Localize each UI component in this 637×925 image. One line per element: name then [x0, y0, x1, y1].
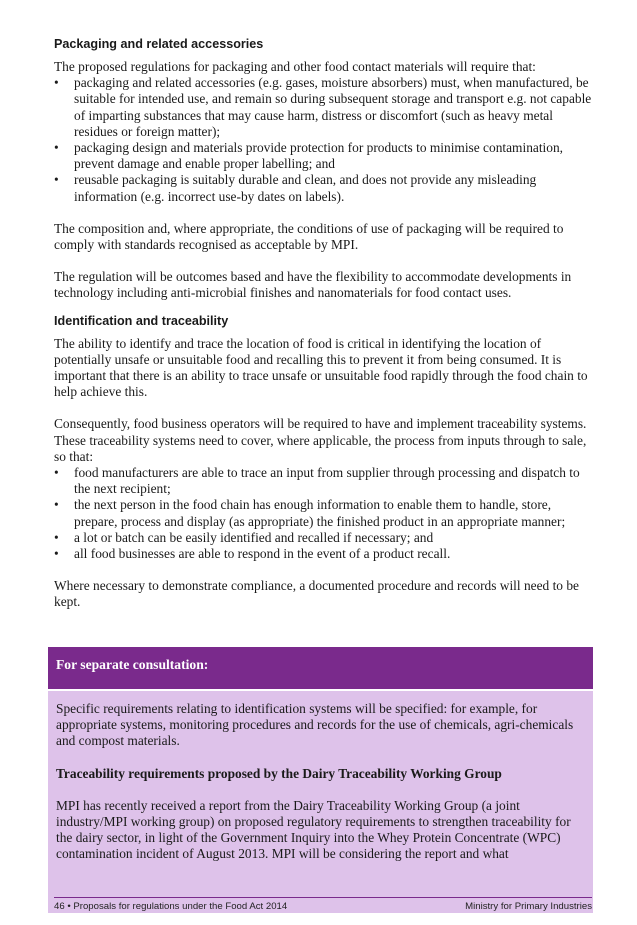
traceability-paragraph-3: Where necessary to demonstrate compliance, a documented procedure and records will need to be kept.	[54, 578, 579, 610]
footer-right-text: Ministry for Primary Industries	[465, 901, 592, 912]
bullet-icon: •	[54, 172, 59, 188]
footer-left-text: 46 • Proposals for regulations under the Food Act 2014	[54, 901, 288, 912]
packaging-composition-paragraph: The composition and, where appropriate, the conditions of use of packaging will be required to comply with standards recognised as acceptable by MPI.	[54, 220, 564, 253]
consultation-paragraph-2: MPI has recently received a report from the Dairy Traceability Working Group (a joint industry/MPI working group) on proposed regulatory requirements to strengthen traceability for the dairy sector, in light of the Government Inquiry into the Whey Protein Concentrate (WPC) contamination incident of August 2013. MPI will be considering the report and what	[56, 797, 571, 862]
page-content	[54, 36, 592, 611]
bullet-icon: •	[54, 140, 59, 156]
bullet-icon: •	[54, 465, 59, 481]
traceability-paragraph-2: Consequently, food business operators will be required to have and implement traceability systems. These traceability systems need to cover, where applicable, the process from inputs through to sale, so that:	[54, 416, 587, 464]
section-heading-packaging: Packaging and related accessories	[54, 37, 264, 51]
traceability-paragraph-1: The ability to identify and trace the location of food is critical in identifying the location of potentially unsafe or unsuitable food and recalling this to prevent it from being consumed. It is important that there is an ability to trace unsafe or unsuitable food rapidly through the food chain to help achieve this.	[54, 335, 588, 400]
list-item: • food manufacturers are able to trace an input from supplier through processing and dispatch to the next recipient;	[54, 465, 580, 497]
traceability-bullet-list	[54, 465, 592, 562]
packaging-bullet-list	[54, 75, 592, 205]
consultation-subheading: Traceability requirements proposed by the Dairy Traceability Working Group	[56, 765, 502, 781]
bullet-icon: •	[54, 497, 59, 513]
section-heading-traceability: Identification and traceability	[54, 313, 229, 328]
consultation-body	[48, 689, 593, 913]
list-item: • all food businesses are able to respond in the event of a product recall.	[54, 546, 451, 562]
packaging-regulation-paragraph: The regulation will be outcomes based and have the flexibility to accommodate developments in technology including anti-microbial finishes and nanomaterials for food contact uses.	[54, 269, 572, 301]
list-item: • packaging and related accessories (e.g. gases, moisture absorbers) must, when manufactured, be suitable for intended use, and remain so during subsequent storage and transport e.g. not capable of imparting substances that may cause harm, distress or discomfort (such as heavy metal residues or foreign matter);	[54, 75, 592, 139]
list-item: • reusable packaging is suitably durable and clean, and does not provide any misleading information (e.g. incorrect use-by dates on labels).	[54, 172, 537, 204]
bullet-icon: •	[54, 546, 59, 562]
list-item: • the next person in the food chain has enough information to enable them to handle, store, prepare, process and display (as appropriate) the finished product in an appropriate manner;	[54, 497, 566, 529]
page-footer	[54, 897, 592, 912]
separate-consultation-box	[48, 647, 593, 913]
list-item: • a lot or batch can be easily identified and recalled if necessary; and	[54, 529, 434, 545]
list-item: • packaging design and materials provide protection for products to minimise contamination, prevent damage and enable proper labelling; and	[54, 140, 564, 172]
bullet-icon: •	[54, 529, 59, 545]
consultation-paragraph-1: Specific requirements relating to identification systems will be specified: for example, for appropriate systems, monitoring procedures and records for the use of chemicals, agri-chemicals and compost materials.	[56, 701, 574, 749]
bullet-icon: •	[54, 75, 59, 91]
consultation-header: For separate consultation:	[48, 647, 593, 689]
packaging-intro: The proposed regulations for packaging and other food contact materials will require that:	[54, 59, 536, 74]
